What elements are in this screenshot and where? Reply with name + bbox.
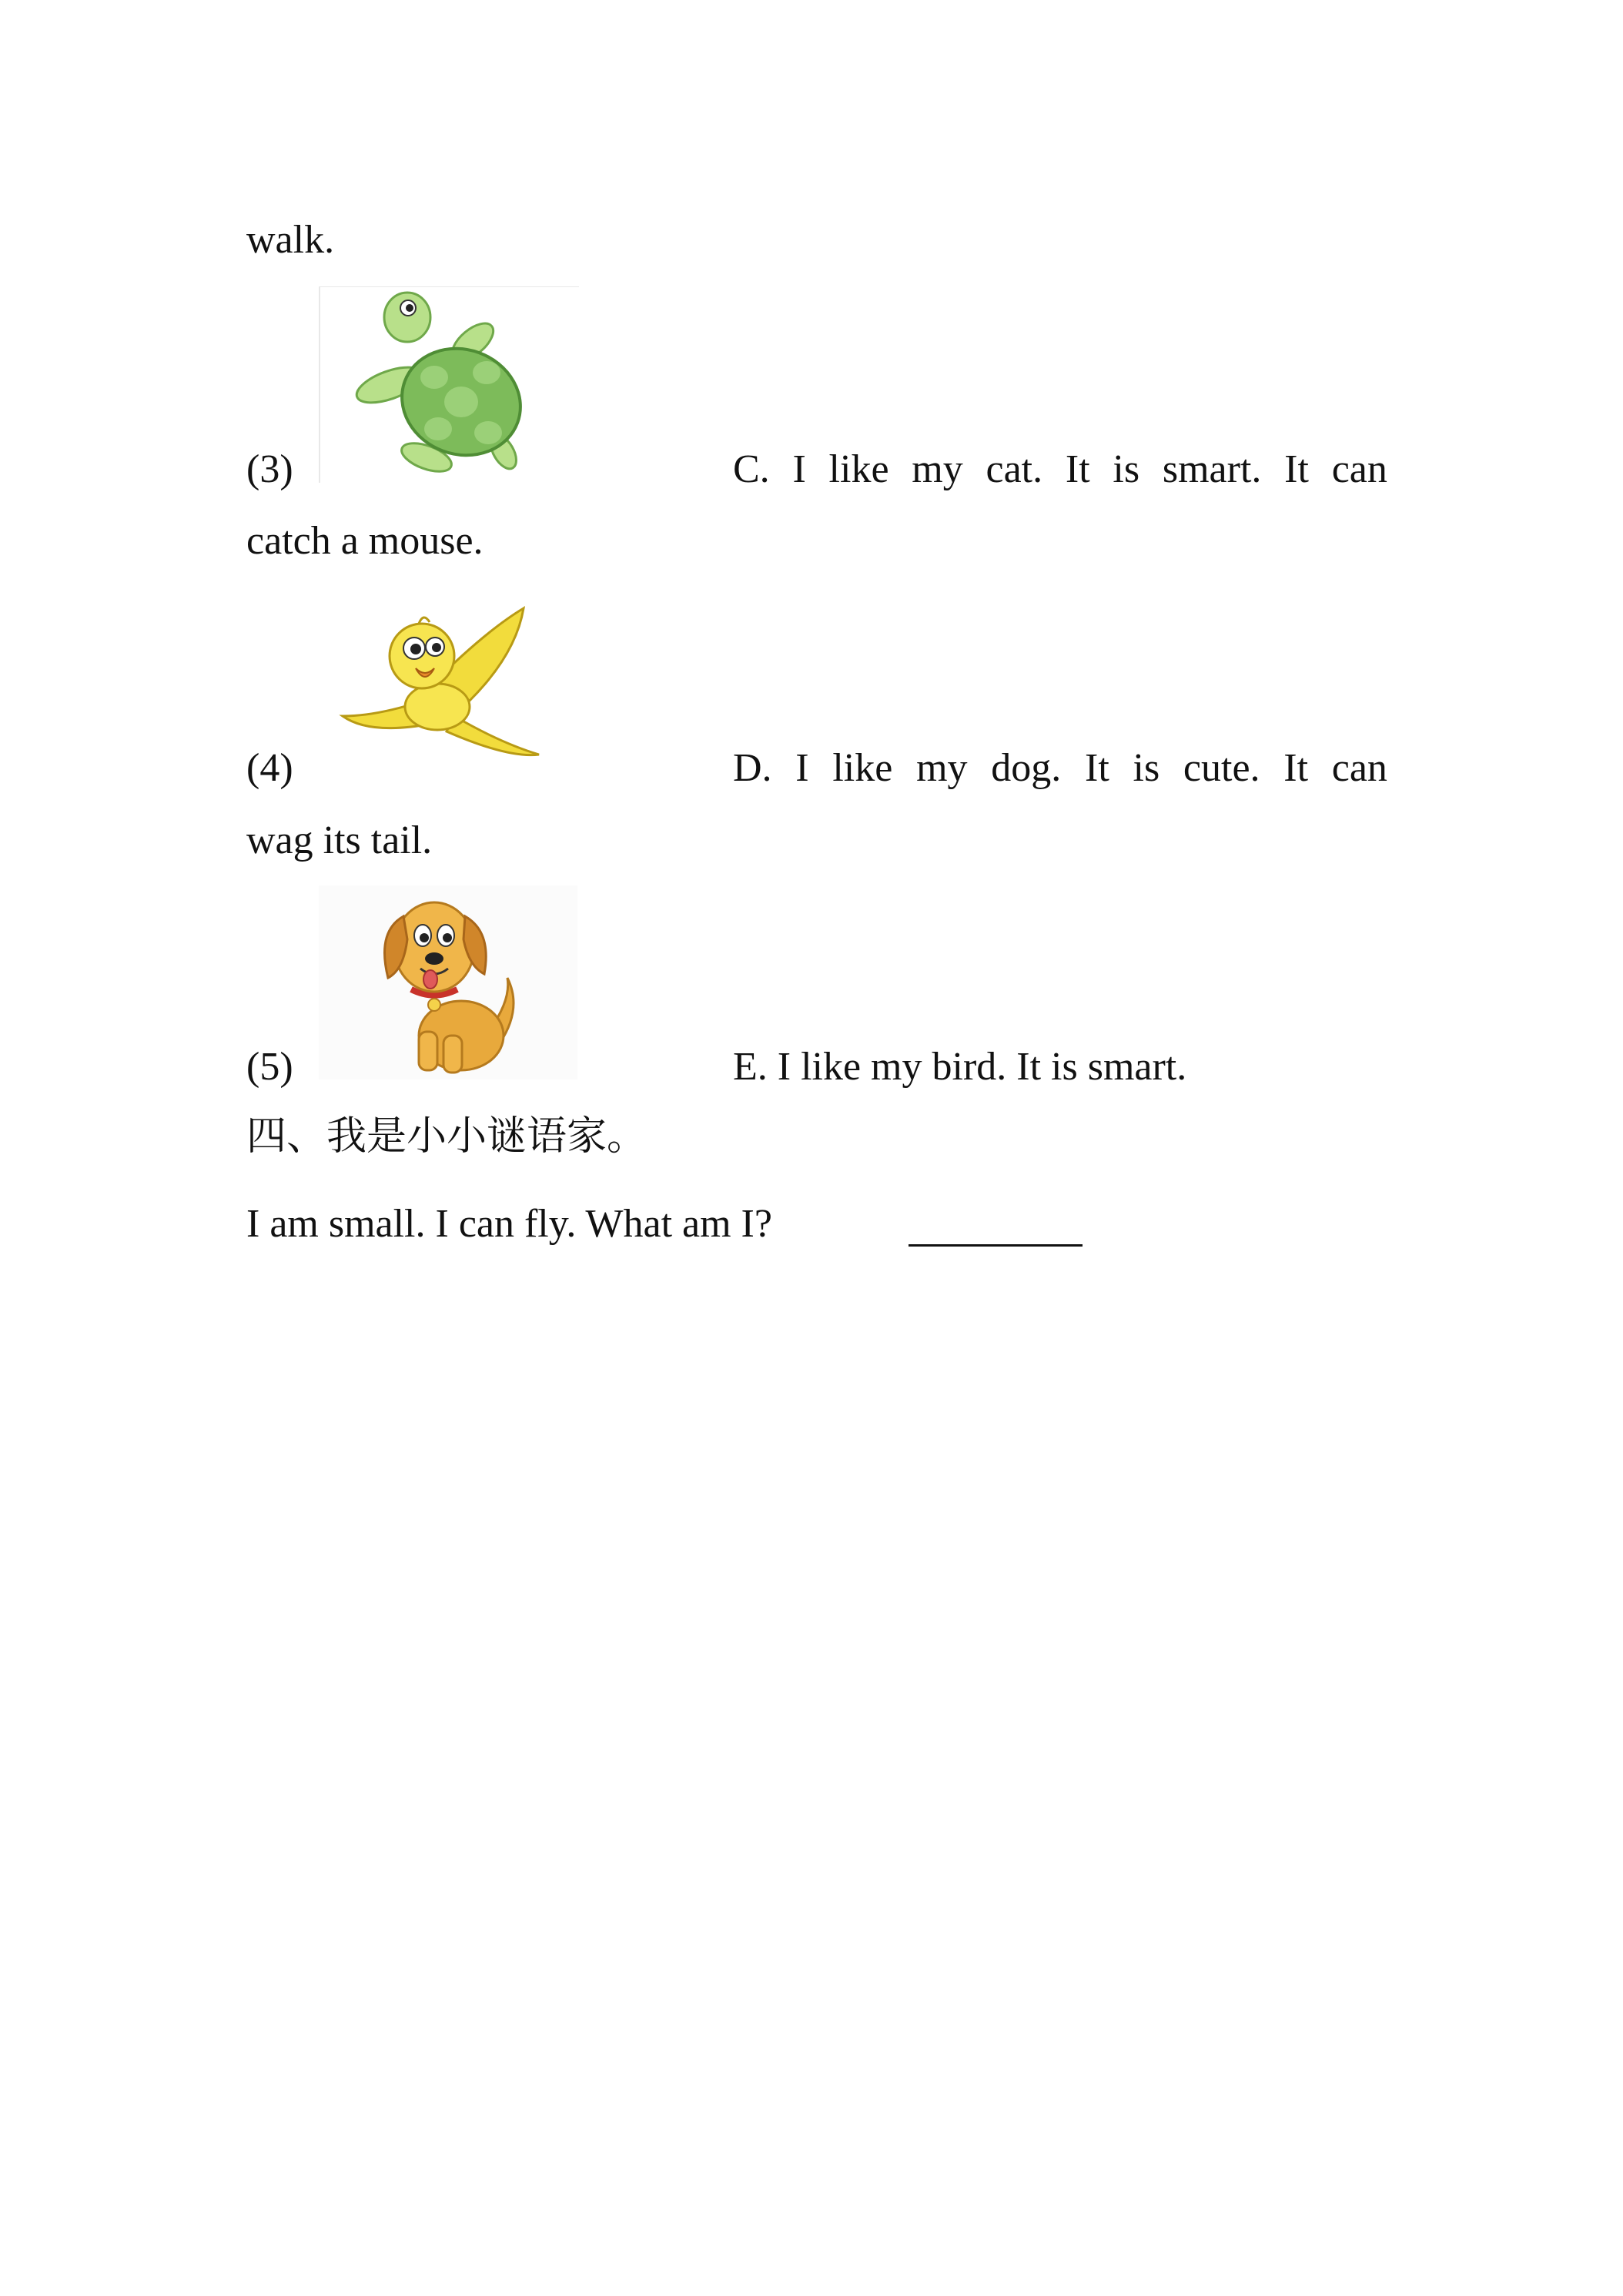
dog-illustration <box>319 885 577 1079</box>
section-4-heading: 四、我是小小谜语家。 <box>246 1113 648 1160</box>
option-c-continuation: catch a mouse. <box>246 519 484 563</box>
option-c-line: C. I like my cat. It is smart. It can <box>733 447 1387 491</box>
option-b-continuation: walk. <box>246 218 335 262</box>
option-d-line: D. I like my dog. It is cute. It can <box>733 746 1387 790</box>
option-e-line: E. I like my bird. It is smart. <box>733 1045 1187 1089</box>
riddle-question: I am small. I can fly. What am I? <box>246 1202 772 1246</box>
turtle-illustration <box>319 286 579 483</box>
item-number-4: (4) <box>246 746 293 790</box>
item-number-5: (5) <box>246 1045 293 1089</box>
riddle-answer-blank[interactable] <box>909 1213 1083 1247</box>
option-d-continuation: wag its tail. <box>246 818 433 862</box>
item-number-3: (3) <box>246 447 293 491</box>
bird-illustration <box>339 601 547 762</box>
